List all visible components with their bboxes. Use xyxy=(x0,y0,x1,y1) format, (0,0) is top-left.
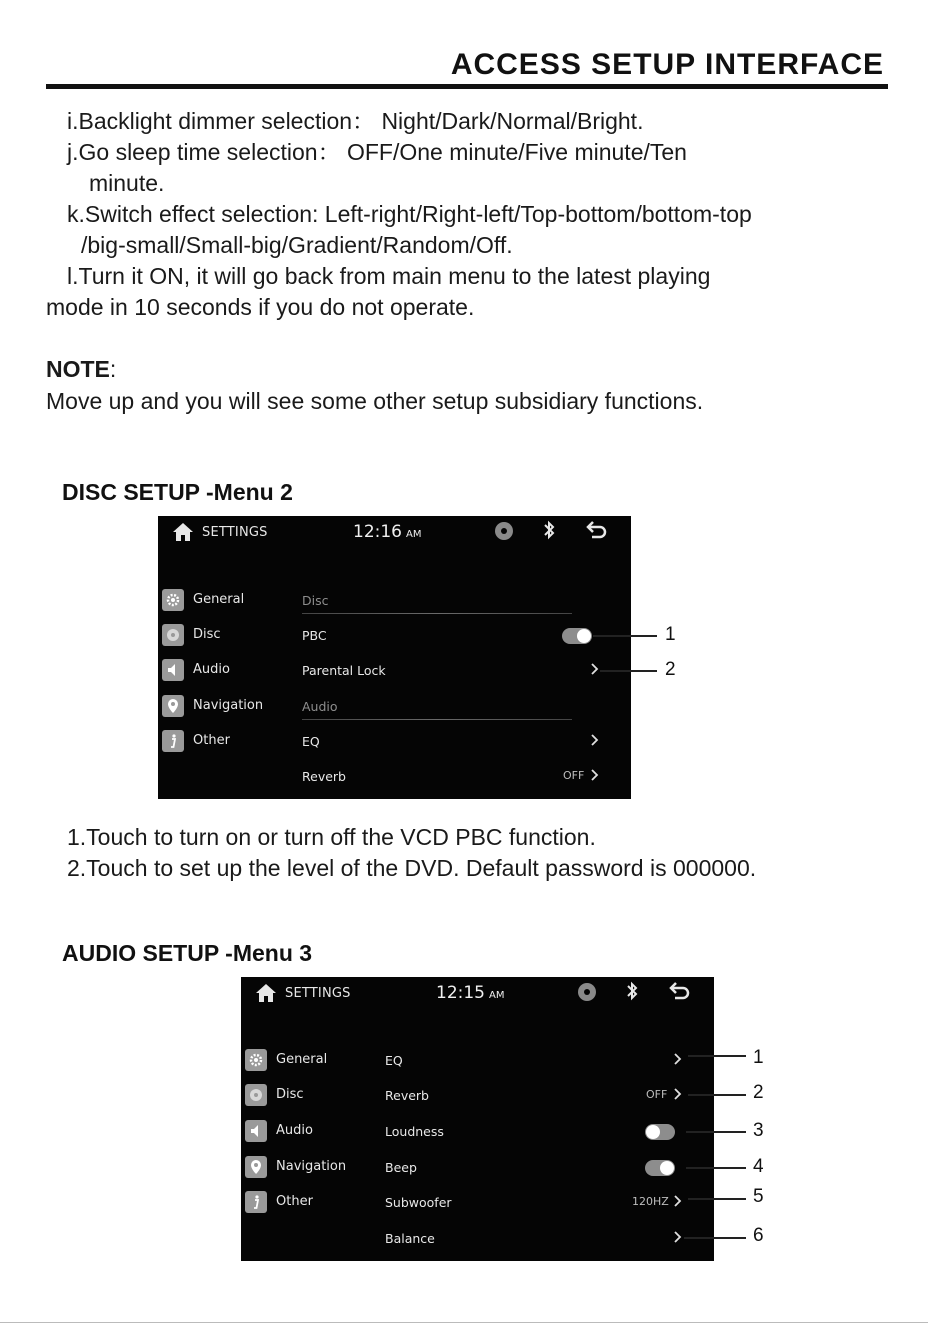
callout-line-2 xyxy=(688,1094,746,1096)
sidebar-item-label: Audio xyxy=(276,1123,313,1138)
sidebar-item-label: Other xyxy=(193,733,230,748)
settings-label: SETTINGS xyxy=(285,986,351,1001)
disc-settings-screen xyxy=(158,516,631,799)
sidebar-item-other[interactable] xyxy=(245,1191,375,1215)
divider xyxy=(302,719,572,720)
callout-line-3 xyxy=(686,1131,746,1133)
callout-number-2: 2 xyxy=(665,659,676,680)
settings-label: SETTINGS xyxy=(202,525,268,540)
sidebar-item-navigation[interactable] xyxy=(245,1156,375,1180)
chevron-right-icon[interactable] xyxy=(672,1088,682,1100)
sidebar-item-label: General xyxy=(276,1052,328,1067)
beep-toggle[interactable] xyxy=(645,1160,675,1176)
disc-description-1: 1.Touch to turn on or turn off the VCD PBC function. xyxy=(67,824,596,850)
parental-lock-row[interactable]: Parental Lock xyxy=(302,663,386,678)
bluetooth-icon[interactable] xyxy=(623,980,641,1002)
paragraph-k: k.Switch effect selection: Left-right/Right-left/Top-bottom/bottom-top xyxy=(67,201,752,227)
sidebar-item-label: Other xyxy=(276,1194,313,1209)
home-icon[interactable] xyxy=(172,522,194,542)
back-icon[interactable] xyxy=(586,521,608,541)
note-heading: NOTE: xyxy=(46,356,117,382)
bluetooth-icon[interactable] xyxy=(540,519,558,541)
info-icon xyxy=(245,1191,267,1213)
status-bar xyxy=(158,516,631,550)
home-icon[interactable] xyxy=(255,983,277,1003)
callout-number-3: 3 xyxy=(753,1120,764,1141)
audio-setup-title: AUDIO SETUP -Menu 3 xyxy=(62,940,313,966)
sidebar-item-disc[interactable] xyxy=(162,624,292,648)
callout-number-4: 4 xyxy=(753,1156,764,1177)
chevron-right-icon[interactable] xyxy=(589,663,599,675)
eq-row[interactable]: EQ xyxy=(302,734,320,749)
reverb-row[interactable]: Reverb xyxy=(302,769,346,784)
chevron-right-icon[interactable] xyxy=(589,734,599,746)
disc-icon xyxy=(162,624,184,646)
map-pin-icon xyxy=(245,1156,267,1178)
callout-number-1: 1 xyxy=(753,1047,764,1068)
section-header-disc: Disc xyxy=(302,593,329,608)
chevron-right-icon[interactable] xyxy=(672,1053,682,1065)
speaker-icon xyxy=(162,659,184,681)
callout-line-1 xyxy=(593,635,657,637)
callout-number-5: 5 xyxy=(753,1186,764,1207)
sidebar-item-label: Navigation xyxy=(276,1159,347,1174)
title-underline xyxy=(46,84,888,89)
eq-row[interactable]: EQ xyxy=(385,1053,403,1068)
clock: 12:15 AM xyxy=(436,983,505,1003)
sidebar-item-other[interactable] xyxy=(162,730,292,754)
disc-description-2: 2.Touch to set up the level of the DVD. Default password is 000000. xyxy=(67,855,757,881)
sidebar-item-general[interactable] xyxy=(245,1049,375,1073)
sidebar-item-disc[interactable] xyxy=(245,1084,375,1108)
info-icon xyxy=(162,730,184,752)
audio-settings-screen xyxy=(241,977,714,1261)
callout-number-2: 2 xyxy=(753,1082,764,1103)
sidebar-item-audio[interactable] xyxy=(162,659,292,683)
beep-row[interactable]: Beep xyxy=(385,1160,417,1175)
disc-icon xyxy=(245,1084,267,1106)
reverb-value: OFF xyxy=(646,1088,668,1101)
section-header-audio: Audio xyxy=(302,699,338,714)
balance-row[interactable]: Balance xyxy=(385,1231,435,1246)
sidebar-item-navigation[interactable] xyxy=(162,695,292,719)
callout-number-6: 6 xyxy=(753,1225,764,1246)
callout-line-2 xyxy=(600,670,657,672)
paragraph-l: l.Turn it ON, it will go back from main menu to the latest playing xyxy=(67,263,711,289)
gear-icon xyxy=(245,1049,267,1071)
paragraph-l-cont: mode in 10 seconds if you do not operate. xyxy=(46,294,475,320)
disc-icon[interactable] xyxy=(578,983,596,1001)
disc-setup-title: DISC SETUP -Menu 2 xyxy=(62,479,293,505)
back-icon[interactable] xyxy=(669,982,691,1002)
subwoofer-row[interactable]: Subwoofer xyxy=(385,1195,452,1210)
page-bottom-edge xyxy=(0,1322,928,1323)
sidebar-item-label: Navigation xyxy=(193,698,264,713)
sidebar-item-label: Disc xyxy=(193,627,221,642)
divider xyxy=(302,613,572,614)
sidebar-item-general[interactable] xyxy=(162,589,292,613)
subwoofer-value: 120HZ xyxy=(632,1195,669,1208)
paragraph-j: j.Go sleep time selection： OFF/One minute/Five minute/Ten xyxy=(67,139,687,165)
pbc-row[interactable]: PBC xyxy=(302,628,327,643)
sidebar-item-label: General xyxy=(193,592,245,607)
chevron-right-icon[interactable] xyxy=(589,769,599,781)
sidebar-item-audio[interactable] xyxy=(245,1120,375,1144)
sidebar-item-label: Disc xyxy=(276,1087,304,1102)
callout-number-1: 1 xyxy=(665,624,676,645)
clock: 12:16 AM xyxy=(353,522,422,542)
chevron-right-icon[interactable] xyxy=(672,1231,682,1243)
sidebar-item-label: Audio xyxy=(193,662,230,677)
status-bar xyxy=(241,977,714,1011)
chevron-right-icon[interactable] xyxy=(672,1195,682,1207)
reverb-row[interactable]: Reverb xyxy=(385,1088,429,1103)
page-title: ACCESS SETUP INTERFACE xyxy=(450,48,884,81)
callout-line-4 xyxy=(686,1167,746,1169)
loudness-row[interactable]: Loudness xyxy=(385,1124,444,1139)
paragraph-k-cont: /big-small/Small-big/Gradient/Random/Off. xyxy=(81,232,513,258)
loudness-toggle[interactable] xyxy=(645,1124,675,1140)
map-pin-icon xyxy=(162,695,184,717)
callout-line-1 xyxy=(688,1055,746,1057)
reverb-value: OFF xyxy=(563,769,585,782)
callout-line-6 xyxy=(684,1237,746,1239)
pbc-toggle[interactable] xyxy=(562,628,592,644)
paragraph-j-cont: minute. xyxy=(89,170,165,196)
speaker-icon xyxy=(245,1120,267,1142)
note-text: Move up and you will see some other setup subsidiary functions. xyxy=(46,388,704,414)
disc-icon[interactable] xyxy=(495,522,513,540)
callout-line-5 xyxy=(688,1198,746,1200)
paragraph-i: i.Backlight dimmer selection： Night/Dark/Normal/Bright. xyxy=(67,108,644,134)
gear-icon xyxy=(162,589,184,611)
